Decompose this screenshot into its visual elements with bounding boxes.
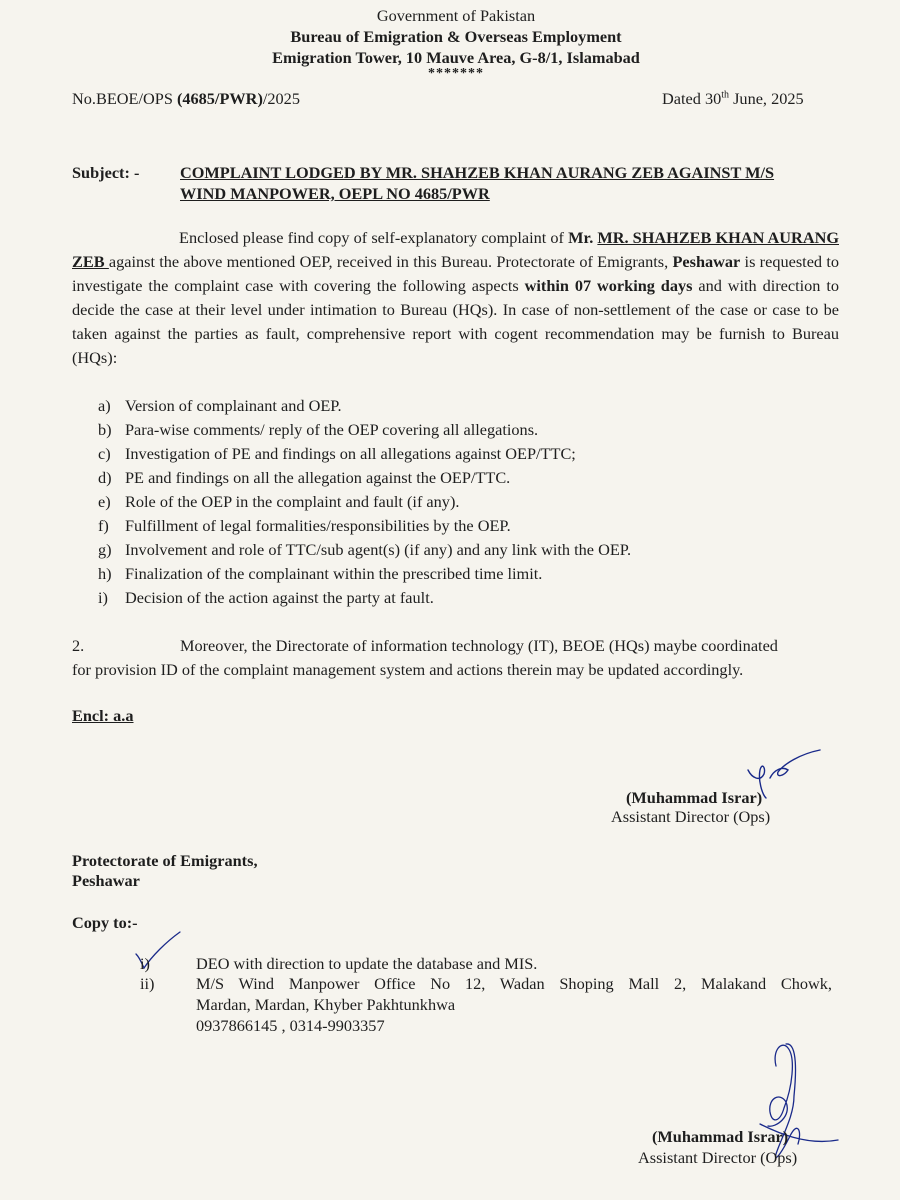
list-item-label: h) xyxy=(98,564,112,583)
header-bureau: Bureau of Emigration & Overseas Employment xyxy=(290,27,622,46)
list-item xyxy=(98,444,858,464)
copy-to-item-text: 0937866145 , 0314-9903357 xyxy=(196,1016,385,1035)
header-stars: ******* xyxy=(428,66,484,81)
date-sup: th xyxy=(721,89,730,101)
signature-1-title: Assistant Director (Ops) xyxy=(611,807,771,826)
date-suffix: June, 2025 xyxy=(729,89,804,108)
list-item-text: Involvement and role of TTC/sub agent(s) (if any) and any link with the OEP. xyxy=(125,540,632,559)
date-prefix: Dated 30 xyxy=(662,89,722,108)
paragraph-2-line-2: for provision ID of the complaint management system and actions therein may be updated accordingly. xyxy=(72,660,744,679)
subject-line-1: COMPLAINT LODGED BY MR. SHAHZEB KHAN AURANG ZEB AGAINST M/S xyxy=(180,163,775,182)
subject-line-2: WIND MANPOWER, OEPL NO 4685/PWR xyxy=(180,184,490,203)
subject-label: Subject: - xyxy=(72,163,140,182)
para1-text-2: against the above mentioned OEP, received in this Bureau. Protectorate of Emigrants, xyxy=(108,252,673,271)
list-item-text: Investigation of PE and findings on all allegations against OEP/TTC; xyxy=(125,444,576,463)
signature-1-name: (Muhammad Israr) xyxy=(626,788,763,807)
reference-code: (4685/PWR) xyxy=(176,89,263,108)
para1-text-1: Enclosed please find copy of self-explanatory complaint of xyxy=(179,228,569,247)
para1-complainant-name: MR. SHAHZEB KHAN AURANG ZEB xyxy=(72,228,839,271)
list-item xyxy=(98,492,858,512)
signature-2-name: (Muhammad Israr) xyxy=(652,1127,789,1146)
list-item xyxy=(98,468,858,488)
letter-date xyxy=(662,89,804,109)
list-item xyxy=(98,420,858,440)
list-item-text: Para-wise comments/ reply of the OEP covering all allegations. xyxy=(125,420,539,439)
paragraph-2-number: 2. xyxy=(72,636,85,655)
copy-to-label: Copy to:- xyxy=(72,913,138,932)
addressee-line-1: Protectorate of Emigrants, xyxy=(72,851,258,870)
para1-mr: Mr. xyxy=(568,228,598,247)
copy-to-item-label: ii) xyxy=(140,974,155,993)
list-item-label: f) xyxy=(98,516,109,535)
list-item-label: d) xyxy=(98,468,112,487)
paragraph-1 xyxy=(72,226,839,370)
copy-to-item-text: Mardan, Mardan, Khyber Pakhtunkhwa xyxy=(196,995,456,1014)
list-item-label: b) xyxy=(98,420,112,439)
para1-peshawar: Peshawar xyxy=(672,252,741,271)
para1-text-3: is requested to investigate the complaint case with covering the following aspects xyxy=(72,252,840,295)
para1-deadline: within 07 working days xyxy=(524,276,693,295)
reference-year: /2025 xyxy=(262,89,300,108)
list-item-text: Version of complainant and OEP. xyxy=(125,396,342,415)
list-item xyxy=(98,588,858,608)
list-item-text: Finalization of the complainant within the prescribed time limit. xyxy=(125,564,543,583)
list-item xyxy=(98,516,858,536)
list-item-label: i) xyxy=(98,588,108,607)
para1-text-4: and with direction to decide the case at their level under intimation to Bureau (HQs). In case of non-settlement of the case or case to be taken against the parties as fault, comprehensive report with cogent recommendation may be furnish to Bureau (HQs): xyxy=(72,276,839,367)
list-item-text: Fulfillment of legal formalities/responsibilities by the OEP. xyxy=(125,516,511,535)
paragraph-2-line-1: Moreover, the Directorate of information technology (IT), BEOE (HQs) maybe coordinated xyxy=(180,636,778,655)
list-item-text: PE and findings on all the allegation against the OEP/TTC. xyxy=(125,468,511,487)
list-item-text: Role of the OEP in the complaint and fault (if any). xyxy=(125,492,460,511)
list-item-label: e) xyxy=(98,492,111,511)
header-address: Emigration Tower, 10 Mauve Area, G-8/1, Islamabad xyxy=(272,48,640,67)
copy-to-item-label: i) xyxy=(140,954,150,973)
copy-to-item-text: DEO with direction to update the database and MIS. xyxy=(196,954,538,973)
copy-to-item-text: M/S Wind Manpower Office No 12, Wadan Shoping Mall 2, Malakand Chowk, xyxy=(196,974,832,993)
list-item xyxy=(98,540,858,560)
signature-2-title: Assistant Director (Ops) xyxy=(638,1148,798,1167)
reference-number xyxy=(72,89,300,109)
list-item-text: Decision of the action against the party at fault. xyxy=(125,588,434,607)
list-item-label: a) xyxy=(98,396,111,415)
enclosure: Encl: a.a xyxy=(72,706,134,725)
header-government: Government of Pakistan xyxy=(376,6,536,25)
addressee-line-2: Peshawar xyxy=(72,871,140,890)
list-item-label: c) xyxy=(98,444,111,463)
reference-prefix: No.BEOE/OPS xyxy=(72,89,177,108)
list-item-label: g) xyxy=(98,540,112,559)
list-item xyxy=(98,564,858,584)
list-item xyxy=(98,396,858,416)
